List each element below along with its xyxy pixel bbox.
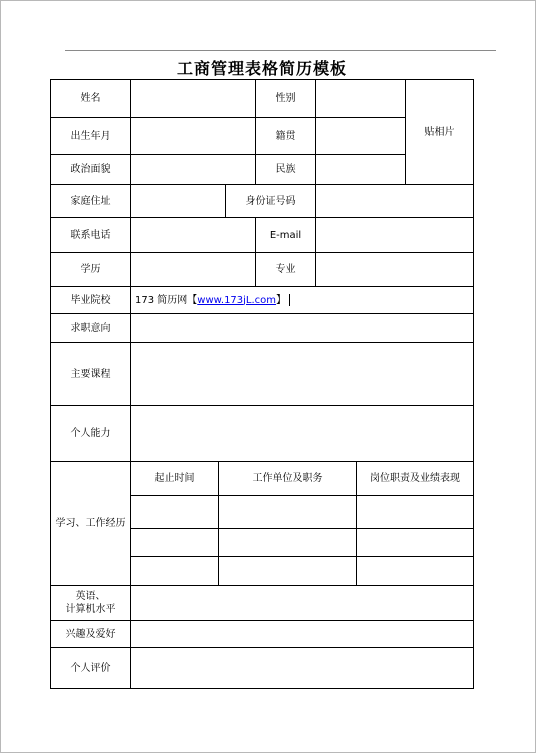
exp-row-1-duties[interactable] [357,496,473,529]
label-name: 姓名 [51,80,131,118]
value-email[interactable] [316,218,473,253]
exp-row-2-duties[interactable] [357,529,473,557]
photo-box[interactable]: 贴相片 [406,80,473,185]
value-courses[interactable] [131,343,473,406]
value-education[interactable] [131,253,256,287]
label-language-computer-line2: 计算机水平 [65,604,116,615]
resume-table [50,79,474,689]
label-native-place: 籍贯 [256,118,316,155]
label-experience: 学习、工作经历 [51,462,131,586]
exp-row-3-period[interactable] [131,557,219,586]
label-gender: 性别 [256,80,316,118]
value-native-place[interactable] [316,118,406,155]
exp-row-2-employer[interactable] [219,529,357,557]
text-cursor [289,294,290,306]
value-major[interactable] [316,253,473,287]
label-major: 专业 [256,253,316,287]
label-email: E-mail [256,218,316,253]
exp-row-3-employer[interactable] [219,557,357,586]
school-link[interactable]: www.173jL.com [197,294,277,306]
value-self-evaluation[interactable] [131,648,473,688]
document-title: 工商管理表格简历模板 [176,59,347,78]
value-job-intention[interactable] [131,314,473,343]
label-self-evaluation: 个人评价 [51,648,131,688]
label-hobbies: 兴趣及爱好 [51,621,131,648]
label-language-computer [51,586,131,621]
label-id-number: 身份证号码 [226,185,316,218]
school-prefix: 173 简历网【 [135,294,198,306]
label-education: 学历 [51,253,131,287]
label-job-intention: 求职意向 [51,314,131,343]
value-abilities[interactable] [131,406,473,462]
value-id-number[interactable] [316,185,473,218]
value-gender[interactable] [316,80,406,118]
value-phone[interactable] [131,218,256,253]
value-birth[interactable] [131,118,256,155]
label-abilities: 个人能力 [51,406,131,462]
exp-row-1-period[interactable] [131,496,219,529]
label-political: 政治面貌 [51,155,131,185]
exp-row-2-period[interactable] [131,529,219,557]
label-language-computer-line1: 英语、 [75,591,106,602]
label-school: 毕业院校 [51,287,131,314]
exp-row-1-employer[interactable] [219,496,357,529]
value-address[interactable] [131,185,226,218]
school-suffix: 】 [276,294,287,306]
exp-header-employer: 工作单位及职务 [219,462,357,496]
exp-row-3-duties[interactable] [357,557,473,586]
value-hobbies[interactable] [131,621,473,648]
exp-header-duties: 岗位职责及业绩表现 [357,462,473,496]
label-phone: 联系电话 [51,218,131,253]
label-address: 家庭住址 [51,185,131,218]
value-school[interactable] [131,287,473,314]
value-name[interactable] [131,80,256,118]
value-ethnicity[interactable] [316,155,406,185]
value-political[interactable] [131,155,256,185]
label-courses: 主要课程 [51,343,131,406]
label-ethnicity: 民族 [256,155,316,185]
exp-header-period: 起止时间 [131,462,219,496]
header-rule [65,50,496,51]
label-birth: 出生年月 [51,118,131,155]
value-language-computer[interactable] [131,586,473,621]
